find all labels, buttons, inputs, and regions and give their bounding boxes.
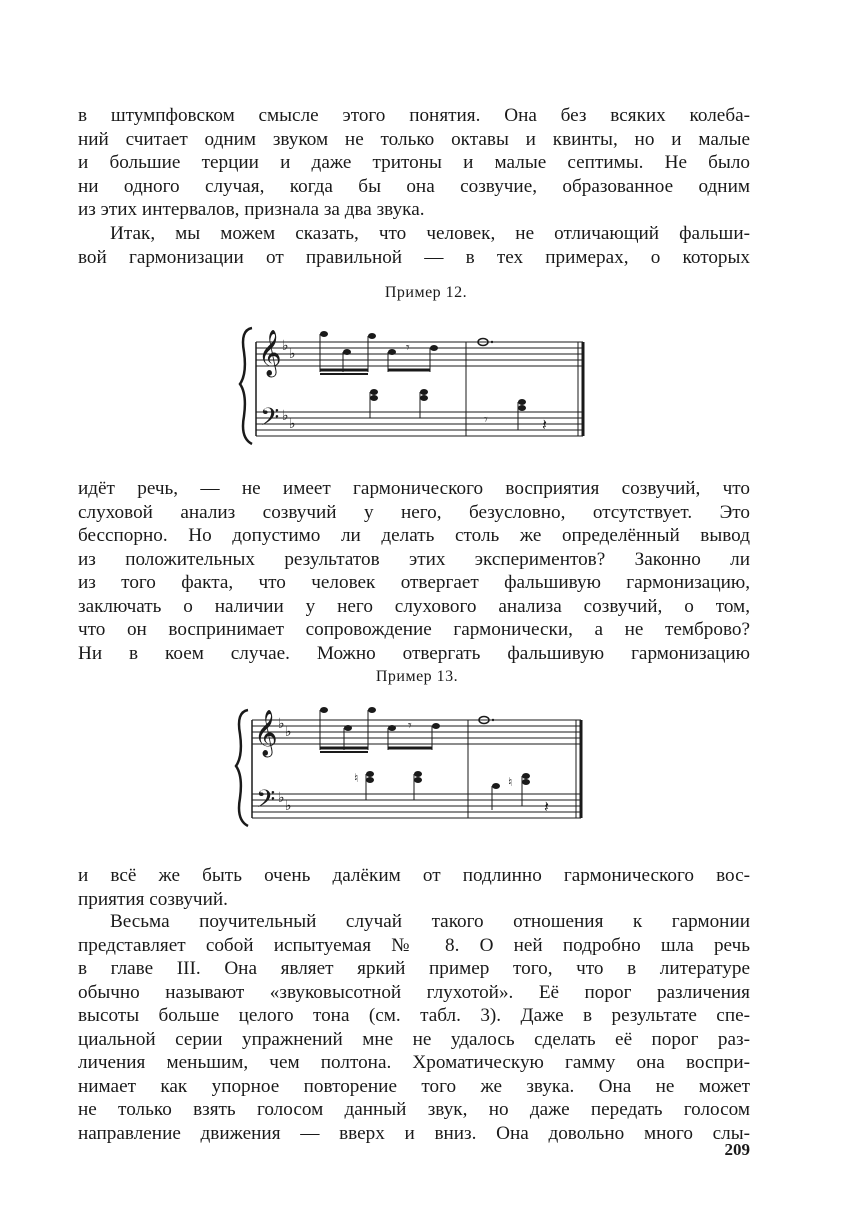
- text-line: высоты больше целого тона (см. табл. 3). Даже в результате спе-: [78, 1005, 750, 1026]
- text-line: не только взять голосом данный звук, но даже передать голосом: [78, 1099, 750, 1120]
- text-line: что он воспринимает сопровождение гармонически, а не темброво?: [78, 619, 750, 640]
- text-line: из этих интервалов, признала за два звука.: [78, 199, 425, 220]
- svg-text:♭: ♭: [289, 346, 296, 362]
- treble-staff: [252, 720, 581, 744]
- bass-staff: [252, 794, 581, 818]
- paragraph-1: [78, 104, 750, 222]
- svg-text:♮: ♮: [354, 771, 359, 785]
- text-line: идёт речь, — не имеет гармонического восприятия созвучий, что: [78, 478, 750, 499]
- text-line: бесспорно. Но допустимо ли делать столь же определённый вывод: [78, 525, 750, 546]
- paragraph-5: [78, 910, 750, 1145]
- example-13-caption: Пример 13.: [375, 668, 459, 685]
- page-number: 209: [724, 1140, 750, 1159]
- text-line: представляет собой испытуемая № 8. О ней подробно шла речь: [78, 934, 750, 956]
- text-line: в штумпфовском смысле этого понятия. Она без всяких колеба-: [78, 105, 750, 126]
- treble-staff: [256, 342, 583, 366]
- svg-text:𝄽: 𝄽: [542, 415, 547, 434]
- svg-text:𝄾: 𝄾: [406, 340, 410, 356]
- svg-text:♭: ♭: [285, 724, 292, 740]
- brace: [236, 710, 248, 826]
- text-line: личения меньшим, чем полтона. Хроматическую гамму она воспри-: [78, 1052, 750, 1073]
- bass-clef-icon: 𝄢: [256, 785, 276, 820]
- brace: [240, 328, 252, 444]
- text-line: Весьма поучительный случай такого отношения к гармонии: [110, 911, 750, 932]
- text-line: Итак, мы можем сказать, что человек, не отличающий фальши-: [110, 223, 750, 244]
- svg-text:♭: ♭: [282, 408, 289, 424]
- paragraph-4: [78, 864, 750, 911]
- svg-text:♭: ♭: [282, 338, 289, 354]
- text-line: и всё же быть очень далёким от подлинно гармонического вос-: [78, 865, 750, 886]
- text-line: вой гармонизации от правильной — в тех примерах, о которых: [78, 246, 750, 268]
- text-line: Ни в коем случае. Можно отвергать фальшивую гармонизацию: [78, 642, 750, 664]
- svg-text:𝄽: 𝄽: [544, 797, 549, 816]
- text-line: в главе III. Она являет яркий пример того, что в литературе: [78, 958, 750, 979]
- svg-text:𝄾: 𝄾: [408, 718, 412, 734]
- example-13-score: [234, 700, 586, 834]
- text-line: из положительных результатов этих экспериментов? Законно ли: [78, 548, 750, 570]
- svg-text:♭: ♭: [278, 716, 285, 732]
- paragraph-2: [78, 222, 750, 269]
- treble-clef-icon: 𝄞: [258, 330, 282, 376]
- text-line: и большие терции и даже тритоны и малые септимы. Не было: [78, 152, 750, 173]
- text-line: слуховой анализ созвучий у него, безусловно, отсутствует. Это: [78, 501, 750, 523]
- text-line: обычно называют «звуковысотной глухотой». Её порог различения: [78, 981, 750, 1003]
- svg-text:♭: ♭: [278, 790, 285, 806]
- bass-clef-icon: 𝄢: [260, 403, 280, 438]
- text-line: направление движения — вверх и вниз. Она довольно много слы-: [78, 1122, 750, 1144]
- text-line: ний считает одним звуком не только октавы и квинты, но и малые: [78, 128, 750, 150]
- svg-text:♭: ♭: [289, 416, 296, 432]
- text-line: приятия созвучий.: [78, 888, 228, 910]
- example-12-caption: Пример 12.: [384, 284, 468, 301]
- svg-text:𝄾: 𝄾: [484, 412, 488, 428]
- svg-text:♮: ♮: [508, 775, 513, 789]
- text-line: из того факта, что человек отвергает фальшивую гармонизацию,: [78, 572, 750, 593]
- text-line: ни одного случая, когда бы она созвучие, образованное одним: [78, 175, 750, 197]
- treble-clef-icon: 𝄞: [254, 710, 278, 756]
- svg-text:♭: ♭: [285, 798, 292, 814]
- text-line: циальной серии упражнений мне не удалось сделать её порог раз-: [78, 1028, 750, 1050]
- paragraph-3: [78, 477, 750, 665]
- text-line: нимает как упорное повторение того же звука. Она не может: [78, 1075, 750, 1097]
- text-line: заключать о наличии у него слухового анализа созвучий, о том,: [78, 595, 750, 617]
- example-12-score: [238, 322, 588, 450]
